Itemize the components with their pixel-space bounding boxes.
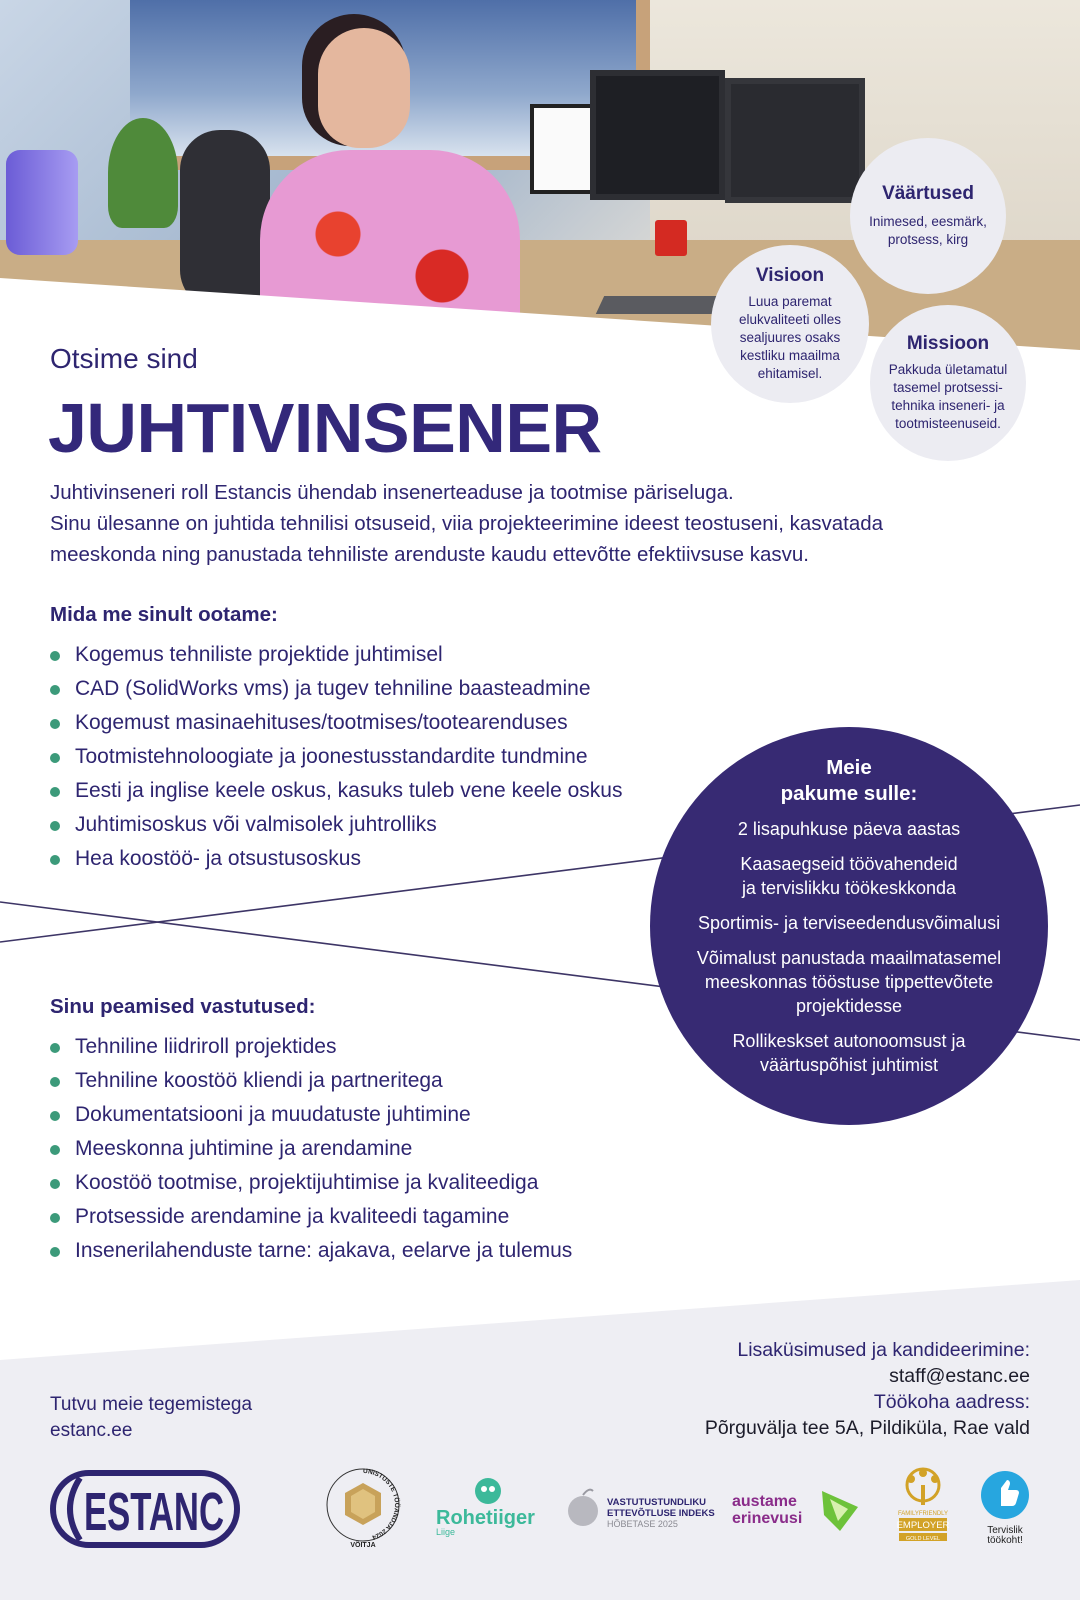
footer-left: [50, 1392, 252, 1444]
svg-text:Rohetiiger: Rohetiiger: [436, 1507, 535, 1529]
list-item: Tehniline liidriroll projektides: [50, 1032, 572, 1066]
contact-label: Lisaküsimused ja kandideerimine:: [737, 1339, 1030, 1361]
mission-text: Pakkuda ületamatul tasemel protsessi- tehnika inseneri- ja tootmisteenuseid.: [888, 362, 1008, 431]
list-item: Insenerilahenduste tarne: ajakava, eelarve ja tulemus: [50, 1236, 572, 1270]
expect-heading: Mida me sinult ootame:: [50, 603, 278, 626]
unistuste-tooandja-badge: [323, 1465, 403, 1551]
list-item: Hea koostöö- ja otsustusoskus: [50, 844, 622, 878]
list-item: Kogemus tehniliste projektide juhtimisel: [50, 640, 622, 674]
svg-text:GOLD LEVEL: GOLD LEVEL: [905, 1536, 941, 1542]
offer-item: Võimalust panustada maailmatasemel meeskonnas tööstuse tippettevõtete projektidesse: [696, 948, 1002, 1016]
svg-text:EMPLOYER: EMPLOYER: [896, 1520, 950, 1531]
award-badges: [0, 1465, 1080, 1555]
svg-text:FAMILYFRIENDLY: FAMILYFRIENDLY: [897, 1511, 949, 1517]
list-item: Dokumentatsiooni ja muudatuste juhtimine: [50, 1100, 572, 1134]
vastutustundlik-indeks-badge: [565, 1487, 715, 1537]
website-link[interactable]: estanc.ee: [50, 1420, 133, 1441]
list-item: CAD (SolidWorks vms) ja tugev tehniline baasteadmine: [50, 674, 622, 708]
eyebrow-text: Otsime sind: [50, 343, 198, 374]
list-item: Tehniline koostöö kliendi ja partneritega: [50, 1066, 572, 1100]
offer-item: Sportimis- ja terviseedendusvõimalusi: [697, 913, 1001, 933]
list-item: Protsesside arendamine ja kvaliteedi tagamine: [50, 1202, 572, 1236]
svg-text:Tervislik: Tervislik: [987, 1525, 1023, 1536]
intro-paragraph: Juhtivinseneri roll Estancis ühendab insenerteaduse ja tootmise päriseluga. Sinu ülesanne on juhtida tehnilisi otsuseid, viia projekteerimine ideest teostuseni, kasvatada meeskonda ning panustada tehniliste arenduste kaudu ettevõtte efektiivsuse kasvu.: [50, 481, 884, 566]
family-friendly-employer-badge: [893, 1465, 953, 1547]
list-item: Tootmistehnoloogiate ja joonestusstandardite tundmine: [50, 742, 622, 776]
svg-text:ESTANC: ESTANC: [84, 1482, 224, 1542]
job-title: JUHTIVINSENER: [48, 389, 602, 467]
list-item: Koostöö tootmise, projektijuhtimise ja kvaliteediga: [50, 1168, 572, 1202]
list-item: Juhtimisoskus või valmisolek juhtrolliks: [50, 810, 622, 844]
svg-text:austame: austame: [732, 1493, 797, 1510]
mission-title: Missioon: [906, 333, 990, 355]
svg-text:VÕITJA: VÕITJA: [350, 1542, 376, 1549]
svg-text:ETTEVÕTLUSE INDEKS: ETTEVÕTLUSE INDEKS: [607, 1508, 715, 1519]
offer-item: Kaasaegseid töövahendeid ja tervislikku töökeskkonda: [740, 854, 958, 898]
austame-erinevusi-badge: [730, 1485, 870, 1535]
svg-text:töökoht!: töökoht!: [987, 1535, 1023, 1546]
values-text: Inimesed, eesmärk, protsess, kirg: [869, 214, 987, 247]
vision-title: Visioon: [755, 265, 825, 287]
address-text: Põrguvälja tee 5A, Pildiküla, Rae vald: [704, 1417, 1030, 1439]
list-item: Meeskonna juhtimine ja arendamine: [50, 1134, 572, 1168]
offer-item: Rollikeskset autonoomsust ja väärtuspõhist juhtimist: [732, 1031, 966, 1075]
list-item: Kogemust masinaehituses/tootmises/tootearenduses: [50, 708, 622, 742]
email-link[interactable]: staff@estanc.ee: [889, 1365, 1030, 1387]
svg-text:erinevusi: erinevusi: [732, 1510, 803, 1527]
rohetiiger-badge: [436, 1477, 540, 1537]
offer-item: 2 lisapuhkuse päeva aastas: [737, 819, 961, 839]
svg-text:VASTUTUSTUNDLIKU: VASTUTUSTUNDLIKU: [607, 1497, 707, 1508]
tervislik-tookoht-badge: [975, 1470, 1035, 1550]
values-title: Väärtused: [882, 183, 974, 205]
offer-heading: Meie pakume sulle:: [780, 756, 918, 805]
list-item: Eesti ja inglise keele oskus, kasuks tuleb vene keele oskus: [50, 776, 622, 810]
svg-text:Liige: Liige: [436, 1527, 456, 1537]
duties-heading: Sinu peamised vastutused:: [50, 995, 316, 1018]
footer-contact: [705, 1337, 1030, 1441]
address-label: Töökoha aadress:: [873, 1391, 1030, 1413]
footer-tagline: Tutvu meie tegemistega: [50, 1394, 253, 1415]
svg-text:HÕBETASE 2025: HÕBETASE 2025: [607, 1519, 678, 1529]
svg-text:UNISTUSTE TÖÖANDJA 2024: UNISTUSTE TÖÖANDJA 2024: [362, 1467, 400, 1541]
vision-text: Luua paremat elukvaliteeti olles sealjuures osaks kestliku maailma ehitamisel.: [738, 294, 842, 381]
